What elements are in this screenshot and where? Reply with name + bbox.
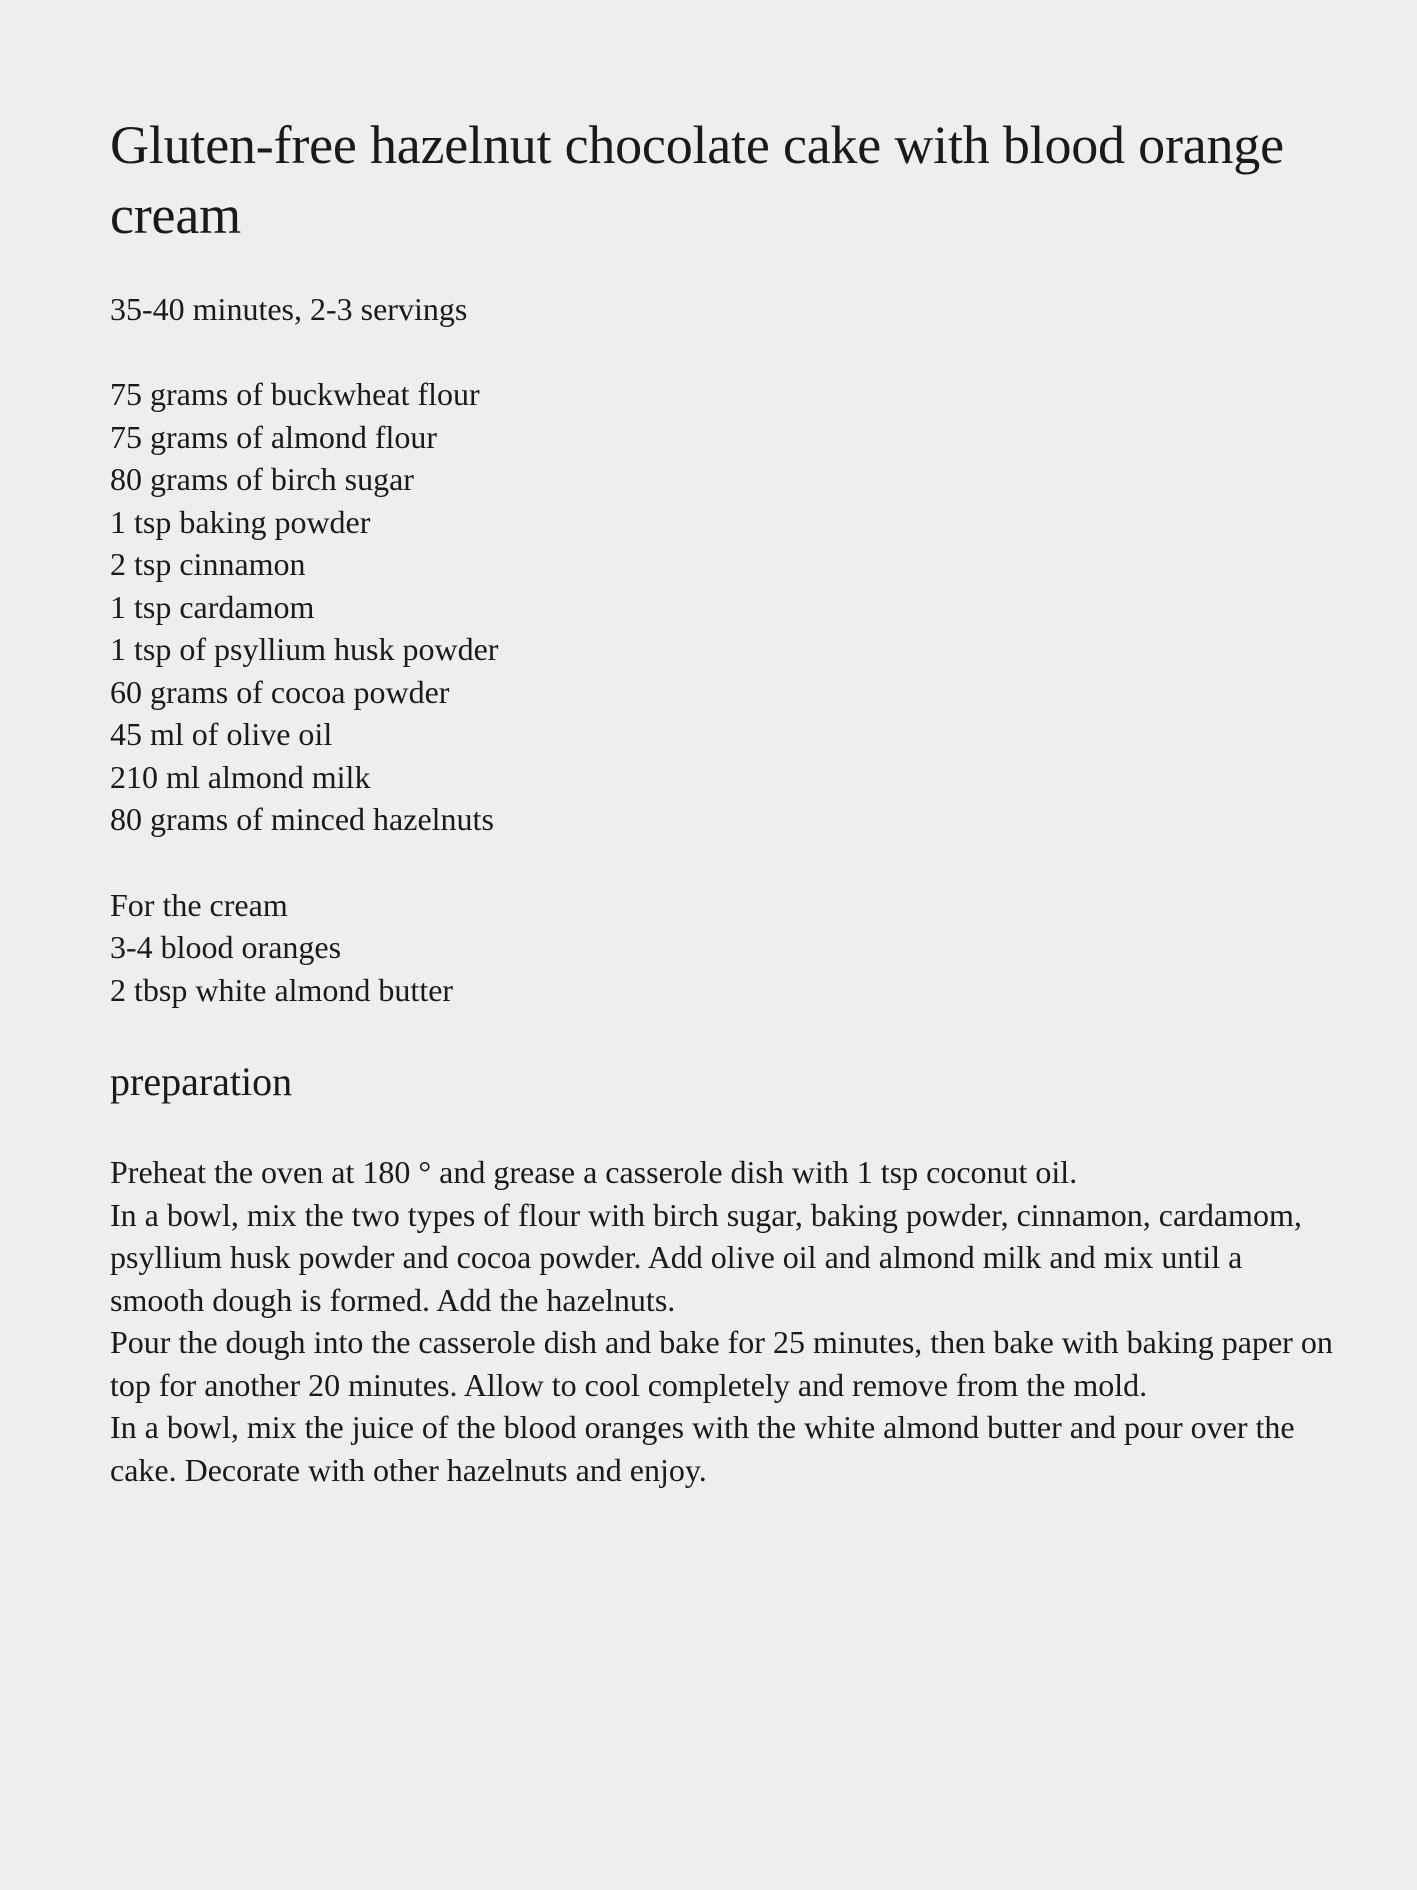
ingredient-item: 1 tsp of psyllium husk powder	[110, 631, 499, 667]
ingredient-item: 1 tsp baking powder	[110, 503, 371, 540]
preparation-heading: preparation	[110, 1059, 293, 1104]
cream-section	[110, 884, 1340, 1012]
ingredient-item: 2 tsp cinnamon	[110, 546, 306, 582]
preparation-step: In a bowl, mix the juice of the blood oranges with the white almond butter and pour over the cake. Decorate with other hazelnuts and enjoy.	[110, 1409, 1295, 1488]
cream-ingredient-item: 2 tbsp white almond butter	[110, 971, 454, 1008]
recipe-page	[110, 110, 1340, 1491]
preparation-step: In a bowl, mix the two types of flour with birch sugar, baking powder, cinnamon, cardamom, psyllium husk powder and cocoa powder. Add olive oil and almond milk and mix until a smooth dough is formed. Add the hazelnuts.	[110, 1196, 1302, 1318]
ingredient-item: 80 grams of minced hazelnuts	[110, 801, 494, 837]
recipe-title: Gluten-free hazelnut chocolate cake with blood orange cream	[110, 115, 1284, 245]
preparation-step: Preheat the oven at 180 ° and grease a casserole dish with 1 tsp coconut oil.	[110, 1154, 1078, 1190]
ingredient-item: 1 tsp cardamom	[110, 588, 315, 625]
cream-heading: For the cream	[110, 886, 288, 923]
cream-ingredient-item: 3-4 blood oranges	[110, 929, 342, 965]
ingredient-item: 210 ml almond milk	[110, 758, 371, 795]
ingredient-item: 75 grams of almond flour	[110, 418, 438, 455]
ingredient-item: 45 ml of olive oil	[110, 716, 333, 752]
preparation-step: Pour the dough into the casserole dish and bake for 25 minutes, then bake with baking paper on top for another 20 minutes. Allow to cool completely and remove from the mold.	[110, 1324, 1333, 1403]
preparation-steps	[110, 1151, 1340, 1491]
recipe-meta: 35-40 minutes, 2-3 servings	[110, 291, 468, 327]
ingredient-item: 80 grams of birch sugar	[110, 461, 414, 497]
ingredient-list	[110, 373, 1340, 841]
ingredient-item: 75 grams of buckwheat flour	[110, 376, 480, 412]
cream-ingredient-list	[110, 926, 1340, 1011]
ingredient-item: 60 grams of cocoa powder	[110, 673, 450, 710]
